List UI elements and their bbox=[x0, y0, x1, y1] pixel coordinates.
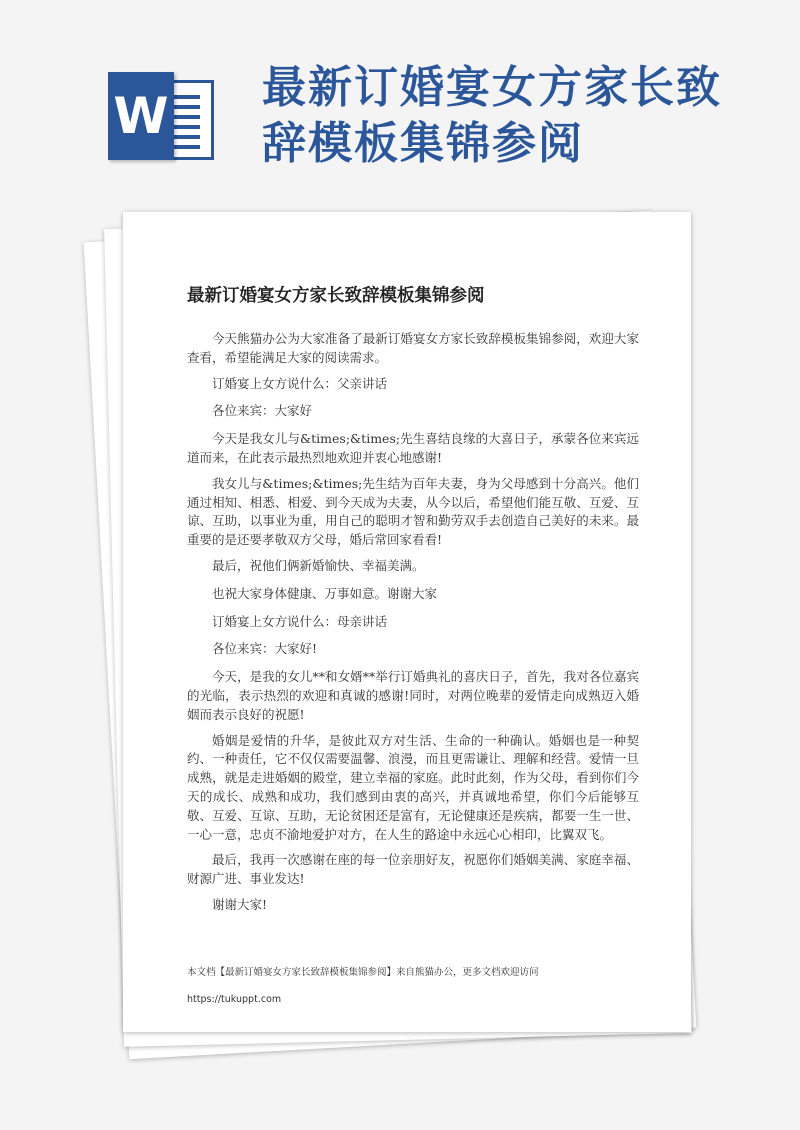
paragraph: 最后，祝他们俩新婚愉快、幸福美满。 bbox=[212, 557, 425, 573]
title-line-1: 最新订婚宴女方家长致 bbox=[262, 62, 722, 113]
document-page bbox=[123, 212, 691, 1032]
paragraph: 今天，是我的女儿**和女婿**举行订婚典礼的喜庆日子，首先，我对各位嘉宾的光临，表示热烈的欢迎和真诚的感谢!同时，对两位晚辈的爱情走向成熟迈入婚姻而表示良好的祝愿! bbox=[187, 669, 639, 722]
paragraph: 谢谢大家! bbox=[212, 896, 268, 912]
title-line-2: 辞模板集锦参阅 bbox=[262, 118, 584, 169]
paragraph: 各位来宾：大家好 bbox=[212, 403, 313, 419]
paragraph: 各位来宾：大家好! bbox=[212, 641, 318, 657]
page-heading: 最新订婚宴女方家长致辞模板集锦参阅 bbox=[187, 286, 485, 306]
footer-note: 本文档【最新订婚宴女方家长致辞模板集锦参阅】来自熊猫办公，更多文档欢迎访问 bbox=[187, 967, 539, 978]
document-title bbox=[262, 60, 782, 172]
footer-link[interactable]: https://tukuppt.com bbox=[187, 994, 282, 1005]
page-header bbox=[0, 0, 800, 200]
word-document-icon bbox=[108, 72, 214, 160]
paragraph: 我女儿与&times;&times;先生结为百年夫妻，身为父母感到十分高兴。他们通过相知、相悉、相爱、到今天成为夫妻，从今以后，希望他们能互敬、互爱、互谅、互助，以事业为重，用自己的聪明才智和勤劳双手去创造自己美好的未来。最重要的是还要孝敬双方父母，婚后常回家看看! bbox=[187, 475, 639, 548]
paragraph: 今天熊猫办公为大家准备了最新订婚宴女方家长致辞模板集锦参阅，欢迎大家查看，希望能满足大家的阅读需求。 bbox=[187, 331, 639, 365]
document-body bbox=[187, 284, 639, 922]
word-logo-letter: W bbox=[108, 72, 174, 160]
paragraph: 也祝大家身体健康、万事如意。谢谢大家 bbox=[212, 585, 438, 601]
paragraph: 婚姻是爱情的升华，是彼此双方对生活、生命的一种确认。婚姻也是一种契约、一种责任，它不仅仅需要温馨、浪漫，而且更需谦让、理解和经营。爱情一旦成熟，就是走进婚姻的殿堂，建立幸福的家庭。此时此刻，作为父母，看到你们今天的成长、成熟和成功，我们感到由衷的高兴，并真诚地希望，你们今后能够互敬、互爱、互谅、互助，无论贫困还是富有，无论健康还是疾病，都要一生一世、一心一意，忠贞不渝地爱护对方，在人生的路途中永远心心相印，比翼双飞。 bbox=[187, 732, 639, 842]
paragraph: 订婚宴上女方说什么：母亲讲话 bbox=[212, 613, 388, 629]
paragraph: 订婚宴上女方说什么：父亲讲话 bbox=[212, 375, 388, 391]
paragraph: 今天是我女儿与&times;&times;先生喜结良缘的大喜日子，承蒙各位来宾远道而来，在此表示最热烈地欢迎并衷心地感谢! bbox=[187, 431, 639, 465]
paragraph: 最后，我再一次感谢在座的每一位亲朋好友，祝愿你们婚姻美满、家庭幸福、财源广进、事业发达! bbox=[187, 852, 639, 887]
